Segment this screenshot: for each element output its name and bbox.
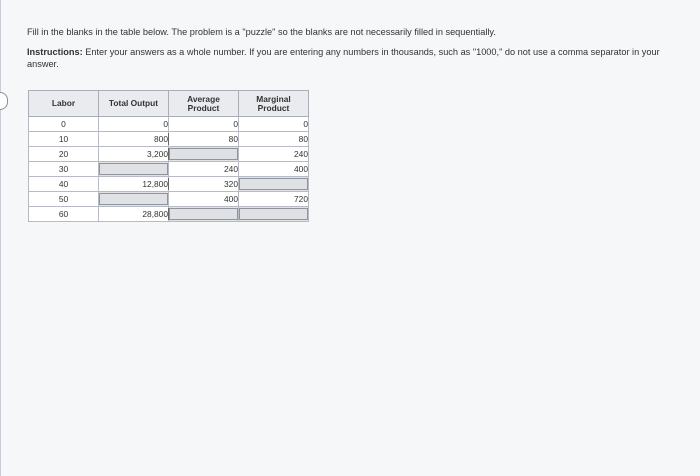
marginal-product-blank-cell bbox=[239, 207, 309, 222]
average-product-cell: 400 bbox=[169, 192, 239, 207]
labor-cell: 30 bbox=[29, 162, 99, 177]
table-row bbox=[29, 162, 309, 177]
average-product-input[interactable] bbox=[169, 208, 238, 220]
total-output-input[interactable] bbox=[99, 163, 168, 175]
marginal-product-cell: 0 bbox=[239, 117, 309, 132]
marginal-product-cell: 80 bbox=[239, 132, 309, 147]
marginal-product-cell: 240 bbox=[239, 147, 309, 162]
header-marginal-line2: Product bbox=[257, 102, 290, 113]
total-output-cell: 12,800 bbox=[99, 177, 169, 192]
header-average-line1: Average bbox=[187, 93, 220, 104]
marginal-product-input[interactable] bbox=[239, 178, 308, 190]
total-output-cell: 0 bbox=[99, 117, 169, 132]
average-product-cell: 320 bbox=[169, 177, 239, 192]
labor-cell: 60 bbox=[29, 207, 99, 222]
total-output-blank-cell bbox=[99, 192, 169, 207]
table-row bbox=[29, 147, 309, 162]
average-product-input[interactable] bbox=[169, 148, 238, 160]
labor-cell: 10 bbox=[29, 132, 99, 147]
intro-text: Fill in the blanks in the table below. The problem is a "puzzle" so the blanks are not necessarily filled in sequentially. bbox=[27, 27, 496, 37]
left-border bbox=[0, 0, 1, 476]
marginal-product-input[interactable] bbox=[239, 208, 308, 220]
labor-cell: 20 bbox=[29, 147, 99, 162]
header-labor: Labor bbox=[29, 91, 99, 117]
average-product-blank-cell bbox=[169, 147, 239, 162]
header-marginal-product bbox=[239, 91, 309, 117]
marginal-product-blank-cell bbox=[239, 177, 309, 192]
labor-cell: 50 bbox=[29, 192, 99, 207]
average-product-blank-cell bbox=[169, 207, 239, 222]
average-product-cell: 240 bbox=[169, 162, 239, 177]
table-row bbox=[29, 177, 309, 192]
production-table bbox=[28, 90, 309, 222]
header-average-product bbox=[169, 91, 239, 117]
instructions-text bbox=[27, 46, 667, 70]
total-output-cell: 3,200 bbox=[99, 147, 169, 162]
table-header-row bbox=[29, 91, 309, 117]
table-row bbox=[29, 132, 309, 147]
table-row bbox=[29, 192, 309, 207]
header-average-line2: Product bbox=[187, 102, 220, 113]
table-row bbox=[29, 117, 309, 132]
header-marginal-line1: Marginal bbox=[256, 93, 291, 104]
instructions-body: Enter your answers as a whole number. If you are entering any numbers in thousands, such as "1000," do not use a comma separator in your answer. bbox=[27, 47, 660, 69]
marginal-product-cell: 400 bbox=[239, 162, 309, 177]
total-output-input[interactable] bbox=[99, 193, 168, 205]
total-output-cell: 28,800 bbox=[99, 207, 169, 222]
table-row bbox=[29, 207, 309, 222]
labor-cell: 0 bbox=[29, 117, 99, 132]
average-product-cell: 0 bbox=[169, 117, 239, 132]
total-output-cell: 800 bbox=[99, 132, 169, 147]
labor-cell: 40 bbox=[29, 177, 99, 192]
header-total-output: Total Output bbox=[99, 91, 169, 117]
average-product-cell: 80 bbox=[169, 132, 239, 147]
marginal-product-cell: 720 bbox=[239, 192, 309, 207]
instructions-label: Instructions: bbox=[27, 47, 83, 57]
total-output-blank-cell bbox=[99, 162, 169, 177]
collapse-tab[interactable] bbox=[0, 92, 8, 110]
table-body bbox=[29, 117, 309, 222]
